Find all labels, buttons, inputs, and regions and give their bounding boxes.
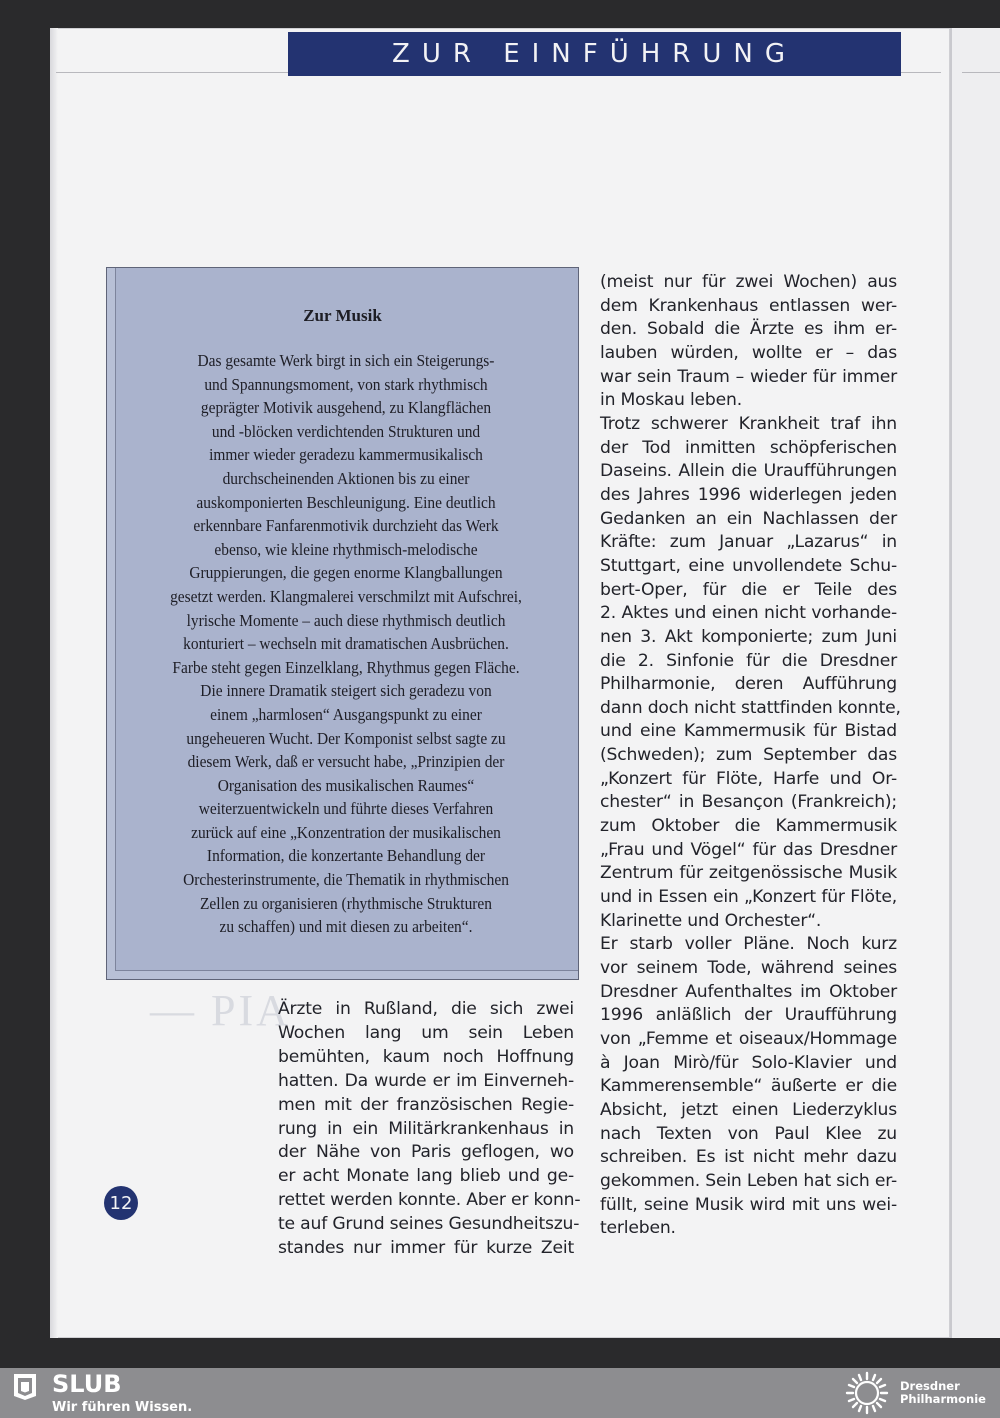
body-line: Kammerensemble“ äußerte er die bbox=[600, 1076, 897, 1097]
sidebar-line: Farbe steht gegen Einzelklang, Rhythmus gegen Fläche. bbox=[172, 657, 520, 677]
body-line: men mit der französischen Regie- bbox=[278, 1094, 574, 1115]
body-line: Daseins. Allein die Uraufführungen bbox=[600, 461, 897, 482]
body-line: rung in ein Militärkrankenhaus in bbox=[278, 1118, 574, 1139]
sidebar-line: konturiert – wechseln mit dramatischen Ausbrüchen. bbox=[183, 634, 509, 654]
body-line: bert-Oper, für die er Teile des bbox=[600, 579, 897, 600]
sidebar-line: geprägter Motivik ausgehend, zu Klangflächen bbox=[200, 398, 492, 418]
adjacent-page-rule bbox=[962, 72, 1000, 73]
body-line: Er starb voller Pläne. Noch kurz bbox=[600, 934, 897, 955]
body-line: er acht Monate lang blieb und ge- bbox=[278, 1166, 574, 1187]
body-line: te auf Grund seines Gesundheitszu- bbox=[278, 1214, 580, 1235]
sidebar-line: auskomponierten Beschleunigung. Eine deutlich bbox=[196, 492, 496, 512]
sidebar-line: zurück auf eine „Konzentration der musikalischen bbox=[191, 822, 501, 842]
body-line: à Joan Mirò/für Solo-Klavier und bbox=[600, 1052, 897, 1073]
body-line: des Jahres 1996 widerlegen jeden bbox=[600, 484, 897, 505]
body-line: der Nähe von Paris geflogen, wo bbox=[278, 1142, 574, 1163]
sidebar-line: Zellen zu organisieren (rhythmische Strukturen bbox=[200, 893, 492, 913]
partner-name-line2: Philharmonie bbox=[900, 1392, 986, 1406]
body-line: der Tod inmitten schöpferischen bbox=[600, 437, 897, 458]
body-line: den. Sobald die Ärzte es ihm er- bbox=[600, 319, 897, 340]
sidebar-line: immer wieder geradezu kammermusikalisch bbox=[209, 445, 483, 465]
sidebar-line: einem „harmlosen“ Ausgangspunkt zu einer bbox=[210, 704, 482, 724]
body-line: 2. Aktes und einen nicht vorhande- bbox=[600, 603, 897, 624]
sidebar-line: weiterzuentwickeln und führte dieses Verfahren bbox=[198, 799, 494, 819]
sidebar-line: zu schaffen) und mit diesen zu arbeiten“. bbox=[219, 917, 473, 937]
library-slogan: Wir führen Wissen. bbox=[52, 1400, 193, 1415]
philharmonie-logo-icon bbox=[842, 1370, 892, 1416]
section-header: ZUR EINFÜHRUNG bbox=[288, 32, 901, 76]
slub-logo-icon bbox=[12, 1372, 38, 1402]
body-line: Stuttgart, eine unvollendete Schu- bbox=[600, 555, 897, 576]
body-column-right bbox=[600, 271, 901, 1241]
body-line: vor seinem Tode, während seines bbox=[600, 958, 897, 979]
body-line: Absicht, jetzt einen Liederzyklus bbox=[600, 1099, 897, 1120]
sidebar-line: erkennbare Fanfarenmotivik durchzieht das Werk bbox=[193, 516, 499, 536]
page-binding-shadow bbox=[50, 28, 58, 1338]
body-line: zum Oktober die Kammermusik bbox=[600, 816, 897, 837]
sidebar-line: Gruppierungen, die gegen enorme Klangballungen bbox=[189, 563, 503, 583]
body-line: die 2. Sinfonie für die Dresdner bbox=[600, 650, 897, 671]
body-line: Gedanken an ein Nachlassen der bbox=[600, 508, 897, 529]
sidebar-text bbox=[141, 349, 550, 939]
sidebar-line: Das gesamte Werk birgt in sich ein Steigerungs- bbox=[197, 351, 495, 370]
body-line: Dresdner Aufenthaltes im Oktober bbox=[600, 981, 897, 1002]
page-number-badge: 12 bbox=[104, 1186, 138, 1220]
sidebar-line: Organisation des musikalischen Raumes“ bbox=[217, 775, 475, 795]
body-line: Wochen lang um sein Leben bbox=[278, 1022, 574, 1043]
sidebar-line: Orchesterinstrumente, die Thematik in rhythmischen bbox=[183, 870, 509, 890]
sidebar-title: Zur Musik bbox=[303, 306, 382, 325]
body-line: nen 3. Akt komponierte; zum Juni bbox=[600, 626, 897, 647]
body-line: füllt, seine Musik wird mit uns wei- bbox=[600, 1194, 897, 1215]
body-line: gekommen. Sein Leben hat sich er- bbox=[600, 1170, 897, 1191]
body-line: Zentrum für zeitgenössische Musik bbox=[600, 863, 897, 884]
partner-name-line1: Dresdner bbox=[900, 1379, 960, 1393]
body-line: dann doch nicht stattfinden konnte, bbox=[600, 697, 901, 718]
sidebar-line: Information, die konzertante Behandlung der bbox=[206, 846, 486, 866]
sidebar-line: und Spannungsmoment, von stark rhythmisch bbox=[204, 374, 488, 394]
body-line: (meist nur für zwei Wochen) aus bbox=[600, 272, 897, 292]
body-line: von „Femme et oiseaux/Hommage bbox=[600, 1029, 897, 1049]
body-line: Klarinette und Orchester“. bbox=[600, 910, 822, 931]
partner-name[interactable] bbox=[900, 1380, 986, 1406]
library-name[interactable]: SLUB bbox=[52, 1370, 122, 1398]
body-line: dem Krankenhaus entlassen wer- bbox=[600, 295, 897, 316]
body-line: Kräfte: zum Januar „Lazarus“ in bbox=[600, 532, 897, 553]
body-line: und in Essen ein „Konzert für Flöte, bbox=[600, 887, 897, 908]
body-column-middle bbox=[278, 998, 581, 1261]
body-line: standes nur immer für kurze Zeit bbox=[278, 1238, 574, 1259]
body-line: (Schweden); zum September das bbox=[600, 745, 897, 766]
body-line: Ärzte in Rußland, die sich zwei bbox=[278, 999, 574, 1019]
body-line: chester“ in Besançon (Frankreich); bbox=[600, 792, 897, 813]
body-line: war sein Traum – wieder für immer bbox=[600, 366, 897, 387]
sidebar-line: gesetzt werden. Klangmalerei verschmilzt mit Aufschrei, bbox=[170, 586, 522, 606]
body-line: „Konzert für Flöte, Harfe und Or- bbox=[600, 768, 897, 789]
body-line: Philharmonie, deren Aufführung bbox=[600, 674, 897, 695]
sidebar-line: Die innere Dramatik steigert sich geradezu von bbox=[200, 681, 492, 701]
sidebar-line: ebenso, wie kleine rhythmisch-melodische bbox=[214, 539, 478, 559]
body-line: in Moskau leben. bbox=[600, 390, 742, 411]
body-line: Trotz schwerer Krankheit traf ihn bbox=[600, 413, 897, 434]
sidebar-line: lyrische Momente – auch diese rhythmisch deutlich bbox=[186, 610, 506, 630]
body-line: und eine Kammermusik für Bistad bbox=[600, 721, 897, 742]
body-line: bemühten, kaum noch Hoffnung bbox=[278, 1046, 574, 1067]
sidebar-line: und -blöcken verdichtenden Strukturen und bbox=[211, 421, 481, 441]
adjacent-page-edge bbox=[950, 28, 1000, 1338]
body-line: nach Texten von Paul Klee zu bbox=[600, 1123, 897, 1144]
body-line: lauben würden, wollte er – das bbox=[600, 342, 897, 363]
body-line: „Frau und Vögel“ für das Dresdner bbox=[600, 839, 897, 860]
body-line: terleben. bbox=[600, 1218, 676, 1239]
sidebar-line: durchscheinenden Aktionen bis zu einer bbox=[222, 468, 470, 488]
sidebar-line: diesem Werk, daß er versucht habe, „Prinzipien der bbox=[187, 752, 505, 772]
body-line: rettet werden konnte. Aber er konn- bbox=[278, 1190, 581, 1211]
body-line: hatten. Da wurde er im Einverneh- bbox=[278, 1070, 574, 1091]
sidebar-line: ungeheueren Wucht. Der Komponist selbst sagte zu bbox=[186, 728, 506, 748]
body-line: schreiben. Es ist nicht mehr dazu bbox=[600, 1147, 897, 1168]
body-line: 1996 anläßlich der Uraufführung bbox=[600, 1005, 897, 1026]
bleed-through-mark: — PIA bbox=[150, 986, 291, 1035]
